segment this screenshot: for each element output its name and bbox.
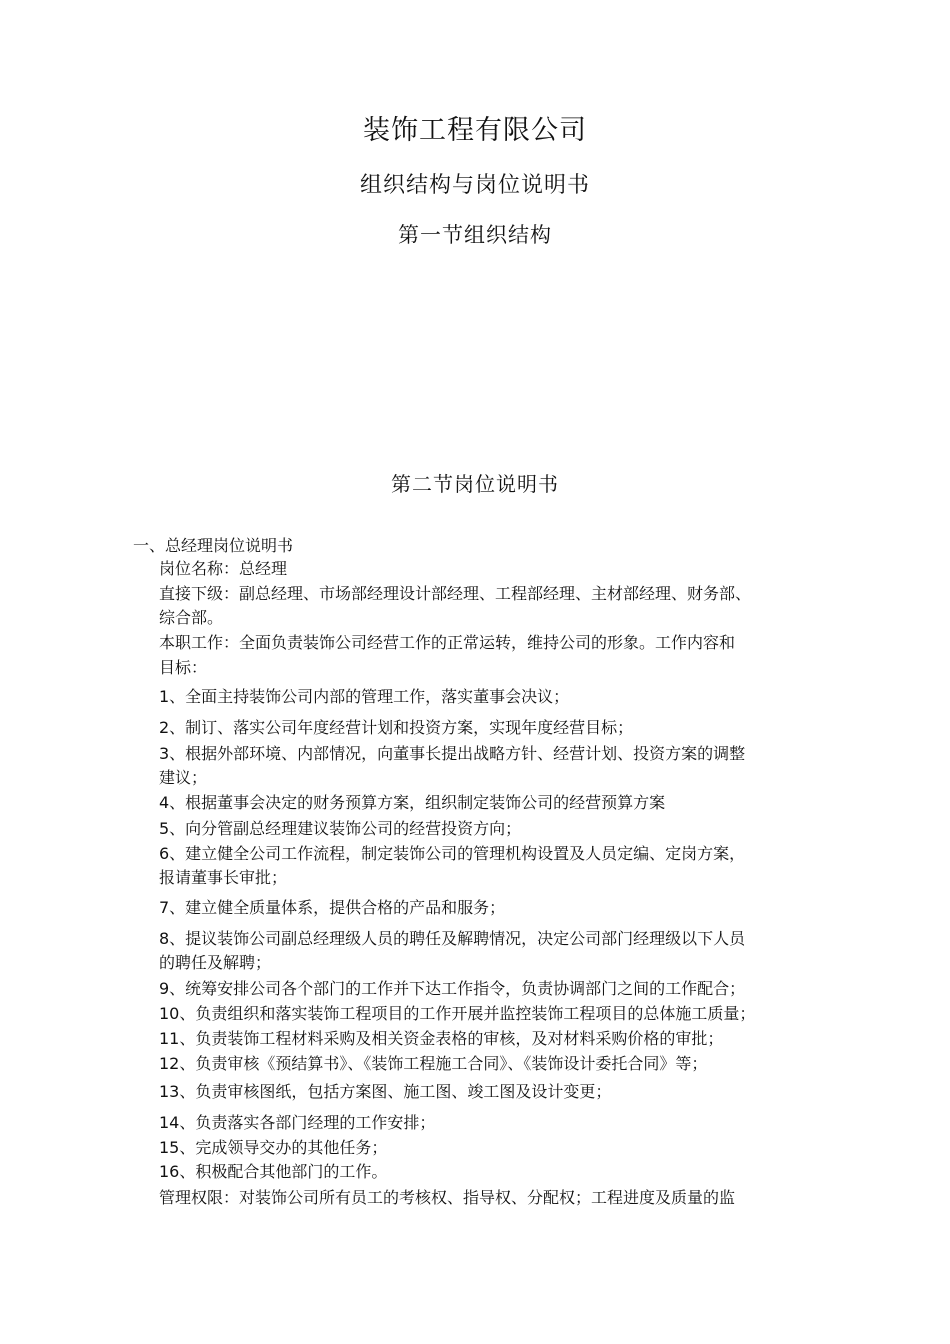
list-item: 14、负责落实各部门经理的工作安排； xyxy=(159,1113,436,1132)
list-item: 13、负责审核图纸，包括方案图、施工图、竣工图及设计变更； xyxy=(159,1082,612,1101)
document-title: 组织结构与岗位说明书 xyxy=(359,173,590,198)
list-item: 7、建立健全质量体系，提供合格的产品和服务； xyxy=(159,898,506,917)
body-line: 综合部。 xyxy=(159,608,224,627)
body-line: 管理权限：对装饰公司所有员工的考核权、指导权、分配权；工程进度及质量的监 xyxy=(159,1188,736,1207)
section-1-title: 第一节组织结构 xyxy=(398,223,552,247)
list-item: 10、负责组织和落实装饰工程项目的工作开展并监控装饰工程项目的总体施工质量； xyxy=(159,1004,756,1023)
list-item: 1、全面主持装饰公司内部的管理工作，落实董事会决议； xyxy=(159,687,570,706)
list-item: 16、积极配合其他部门的工作。 xyxy=(159,1162,388,1181)
body-line: 目标： xyxy=(159,658,208,677)
list-item: 6、建立健全公司工作流程，制定装饰公司的管理机构设置及人员定编、定岗方案， xyxy=(159,844,746,863)
body-line: 本职工作：全面负责装饰公司经营工作的正常运转，维持公司的形象。工作内容和 xyxy=(159,633,736,652)
list-item-continuation: 报请董事长审批； xyxy=(159,868,288,887)
list-item: 9、统筹安排公司各个部门的工作并下达工作指令，负责协调部门之间的工作配合； xyxy=(159,979,746,998)
list-item: 12、负责审核《预结算书》、《装饰工程施工合同》、《装饰设计委托合同》等； xyxy=(159,1054,708,1073)
list-item: 4、根据董事会决定的财务预算方案，组织制定装饰公司的经营预算方案 xyxy=(159,793,666,812)
list-item: 3、根据外部环境、内部情况，向董事长提出战略方针、经营计划、投资方案的调整 xyxy=(159,744,746,763)
list-item: 15、完成领导交办的其他任务； xyxy=(159,1138,388,1157)
section-2-title: 第二节岗位说明书 xyxy=(391,472,559,496)
list-item: 8、提议装饰公司副总经理级人员的聘任及解聘情况，决定公司部门经理级以下人员 xyxy=(159,929,746,948)
list-item-continuation: 的聘任及解聘； xyxy=(159,953,272,972)
body-line: 岗位名称：总经理 xyxy=(159,559,288,578)
gm-job-description-heading: 一、总经理岗位说明书 xyxy=(133,536,294,555)
list-item: 11、负责装饰工程材料采购及相关资金表格的审核，及对材料采购价格的审批； xyxy=(159,1029,724,1048)
list-item-continuation: 建议； xyxy=(159,768,208,787)
body-line: 直接下级：副总经理、市场部经理设计部经理、工程部经理、主材部经理、财务部、 xyxy=(159,584,752,603)
company-title: 装饰工程有限公司 xyxy=(363,115,587,146)
list-item: 2、制订、落实公司年度经营计划和投资方案，实现年度经营目标； xyxy=(159,718,634,737)
list-item: 5、向分管副总经理建议装饰公司的经营投资方向； xyxy=(159,819,522,838)
